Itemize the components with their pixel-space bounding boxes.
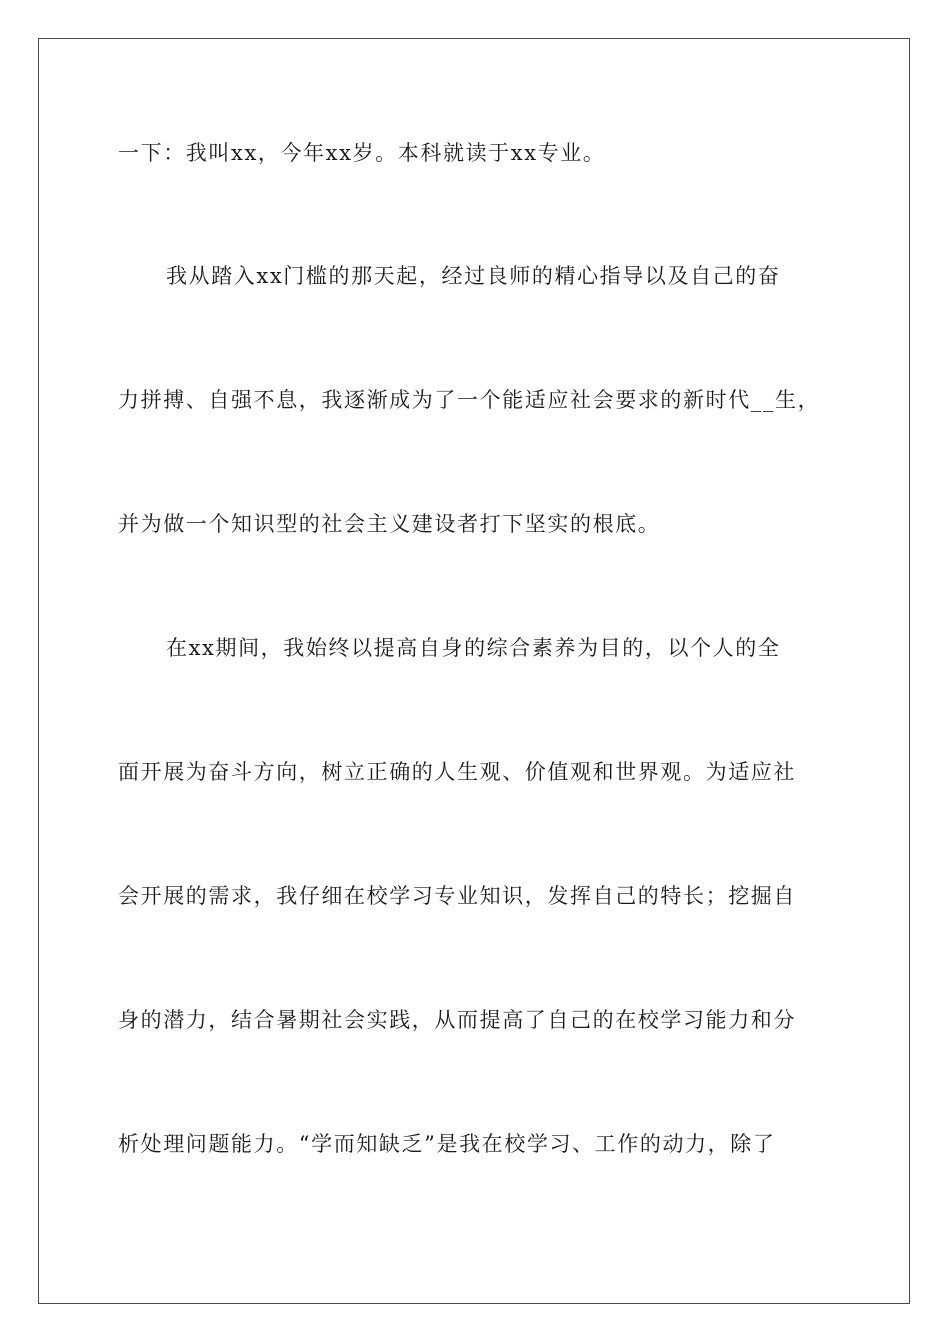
text-line-8: 身的潜力，结合暑期社会实践，从而提高了自己的在校学习能力和分 <box>118 1008 796 1032</box>
text-line-4: 并为做一个知识型的社会主义建设者打下坚实的根底。 <box>118 512 661 536</box>
text-line-1: 一下：我叫xx，今年xx岁。本科就读于xx专业。 <box>118 141 606 165</box>
text-line-3: 力拼搏、自强不息，我逐渐成为了一个能适应社会要求的新时代__生， <box>118 388 821 412</box>
text-line-2: 我从踏入xx门槛的那天起，经过良师的精心指导以及自己的奋 <box>166 264 781 288</box>
text-line-7: 会开展的需求，我仔细在校学习专业知识，发挥自己的特长；挖掘自 <box>118 884 796 908</box>
text-line-6: 面开展为奋斗方向，树立正确的人生观、价值观和世界观。为适应社 <box>118 760 796 784</box>
text-line-9: 析处理问题能力。“学而知缺乏”是我在校学习、工作的动力，除了 <box>118 1132 776 1156</box>
text-line-5: 在xx期间，我始终以提高自身的综合素养为目的，以个人的全 <box>166 636 781 660</box>
page-border <box>38 38 910 1304</box>
